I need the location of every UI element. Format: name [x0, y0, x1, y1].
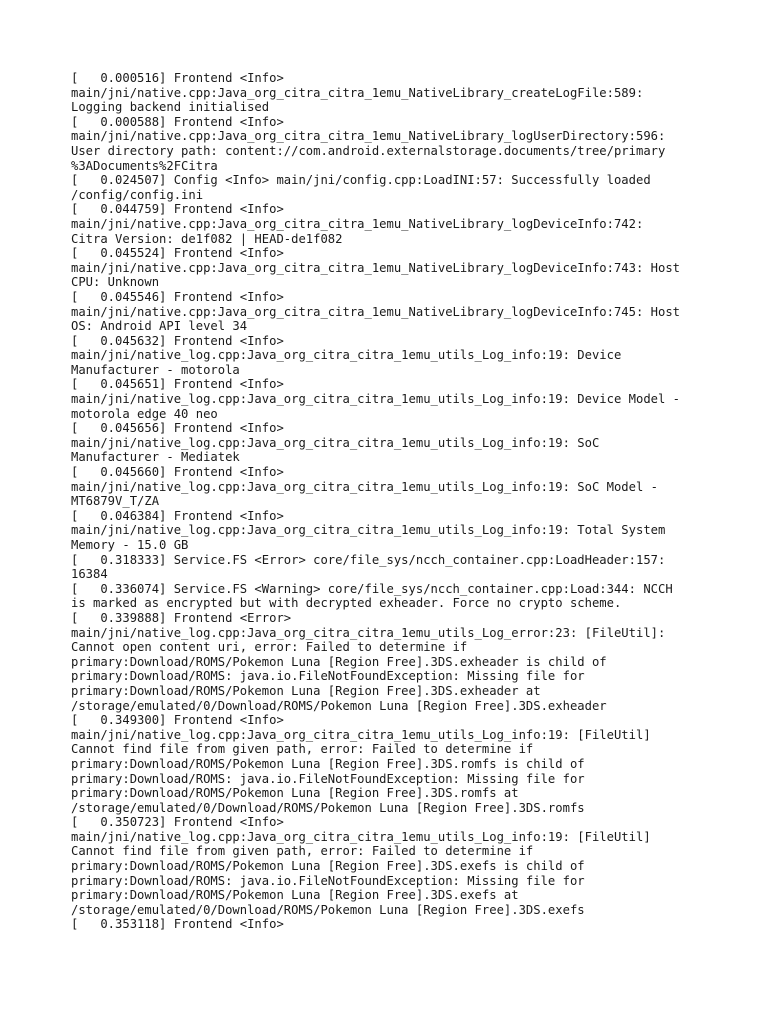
- log-line: [ 0.045632] Frontend <Info>: [71, 333, 284, 348]
- log-line: [ 0.045524] Frontend <Info>: [71, 246, 284, 261]
- log-line: [ 0.045660] Frontend <Info>: [71, 465, 284, 480]
- log-line: primary:Download/ROMS/Pokemon Luna [Region Free].3DS.exefs at: [71, 888, 519, 903]
- log-line: main/jni/native.cpp:Java_org_citra_citra_1emu_NativeLibrary_logUserDirectory:596:: [71, 129, 666, 144]
- log-line: primary:Download/ROMS: java.io.FileNotFoundException: Missing file for: [71, 771, 585, 786]
- log-line: [ 0.339888] Frontend <Error>: [71, 610, 292, 625]
- log-line: /storage/emulated/0/Download/ROMS/Pokemon Luna [Region Free].3DS.romfs: [71, 800, 585, 815]
- log-line: CPU: Unknown: [71, 275, 160, 290]
- log-line: main/jni/native.cpp:Java_org_citra_citra_1emu_NativeLibrary_logDeviceInfo:745: Host: [71, 304, 681, 319]
- log-line: primary:Download/ROMS/Pokemon Luna [Region Free].3DS.exefs is child of: [71, 859, 585, 874]
- log-line: [ 0.353118] Frontend <Info>: [71, 917, 284, 932]
- log-line: [ 0.318333] Service.FS <Error> core/file_sys/ncch_container.cpp:LoadHeader:157:: [71, 552, 666, 567]
- log-line: primary:Download/ROMS: java.io.FileNotFoundException: Missing file for: [71, 873, 585, 888]
- log-line: main/jni/native_log.cpp:Java_org_citra_citra_1emu_utils_Log_info:19: Device Model -: [71, 392, 681, 407]
- log-line: Manufacturer - Mediatek: [71, 450, 240, 465]
- log-line: User directory path: content://com.android.externalstorage.documents/tree/primary: [71, 143, 666, 158]
- log-line: OS: Android API level 34: [71, 319, 248, 334]
- log-line: main/jni/native_log.cpp:Java_org_citra_citra_1emu_utils_Log_info:19: SoC: [71, 435, 600, 450]
- log-line: [ 0.350723] Frontend <Info>: [71, 815, 284, 830]
- log-line: %3ADocuments%2FCitra: [71, 158, 218, 173]
- log-line: main/jni/native_log.cpp:Java_org_citra_citra_1emu_utils_Log_info:19: [FileUtil]: [71, 727, 651, 742]
- log-line: [ 0.024507] Config <Info> main/jni/config.cpp:LoadINI:57: Successfully loaded: [71, 173, 651, 188]
- log-line: primary:Download/ROMS/Pokemon Luna [Region Free].3DS.romfs is child of: [71, 756, 585, 771]
- log-line: is marked as encrypted but with decrypted exheader. Force no crypto scheme.: [71, 596, 622, 611]
- log-line: [ 0.045651] Frontend <Info>: [71, 377, 284, 392]
- log-line: main/jni/native_log.cpp:Java_org_citra_citra_1emu_utils_Log_info:19: Device: [71, 348, 622, 363]
- log-line: primary:Download/ROMS/Pokemon Luna [Region Free].3DS.romfs at: [71, 786, 519, 801]
- log-line: motorola edge 40 neo: [71, 406, 218, 421]
- log-line: [ 0.000588] Frontend <Info>: [71, 114, 284, 129]
- log-line: [ 0.336074] Service.FS <Warning> core/file_sys/ncch_container.cpp:Load:344: NCCH: [71, 581, 673, 596]
- log-document: [71, 71, 711, 947]
- log-line: main/jni/native_log.cpp:Java_org_citra_citra_1emu_utils_Log_error:23: [FileUtil]:: [71, 625, 666, 640]
- log-line: [ 0.044759] Frontend <Info>: [71, 202, 284, 217]
- log-line: Cannot open content uri, error: Failed to determine if: [71, 640, 468, 655]
- log-line: primary:Download/ROMS: java.io.FileNotFoundException: Missing file for: [71, 669, 585, 684]
- log-line: main/jni/native.cpp:Java_org_citra_citra_1emu_NativeLibrary_logDeviceInfo:743: Host: [71, 260, 681, 275]
- log-line: [71, 932, 711, 947]
- log-line: [ 0.045656] Frontend <Info>: [71, 421, 284, 436]
- log-line: [ 0.349300] Frontend <Info>: [71, 713, 284, 728]
- log-line: Logging backend initialised: [71, 100, 270, 115]
- log-line: MT6879V_T/ZA: [71, 494, 160, 509]
- log-line: primary:Download/ROMS/Pokemon Luna [Region Free].3DS.exheader at: [71, 683, 541, 698]
- log-line: Cannot find file from given path, error: Failed to determine if: [71, 742, 534, 757]
- log-line: /storage/emulated/0/Download/ROMS/Pokemon Luna [Region Free].3DS.exheader: [71, 698, 607, 713]
- log-line: Citra Version: de1f082 | HEAD-de1f082: [71, 231, 343, 246]
- log-line: main/jni/native.cpp:Java_org_citra_citra_1emu_NativeLibrary_createLogFile:589:: [71, 85, 644, 100]
- log-line: Cannot find file from given path, error: Failed to determine if: [71, 844, 534, 859]
- log-line: main/jni/native_log.cpp:Java_org_citra_citra_1emu_utils_Log_info:19: SoC Model -: [71, 479, 658, 494]
- log-line: Memory - 15.0 GB: [71, 538, 189, 552]
- log-line: main/jni/native_log.cpp:Java_org_citra_citra_1emu_utils_Log_info:19: [FileUtil]: [71, 829, 651, 844]
- log-line: /config/config.ini: [71, 187, 204, 202]
- log-line: [ 0.046384] Frontend <Info>: [71, 508, 284, 523]
- log-line: main/jni/native_log.cpp:Java_org_citra_citra_1emu_utils_Log_info:19: Total System: [71, 523, 666, 538]
- log-line: primary:Download/ROMS/Pokemon Luna [Region Free].3DS.exheader is child of: [71, 654, 607, 669]
- log-line: Manufacturer - motorola: [71, 362, 240, 377]
- log-line: 16384: [71, 567, 108, 582]
- log-line: /storage/emulated/0/Download/ROMS/Pokemon Luna [Region Free].3DS.exefs: [71, 902, 585, 917]
- log-line: main/jni/native.cpp:Java_org_citra_citra_1emu_NativeLibrary_logDeviceInfo:742:: [71, 216, 644, 231]
- log-line: [ 0.045546] Frontend <Info>: [71, 289, 284, 304]
- log-line: [ 0.000516] Frontend <Info>: [71, 71, 284, 85]
